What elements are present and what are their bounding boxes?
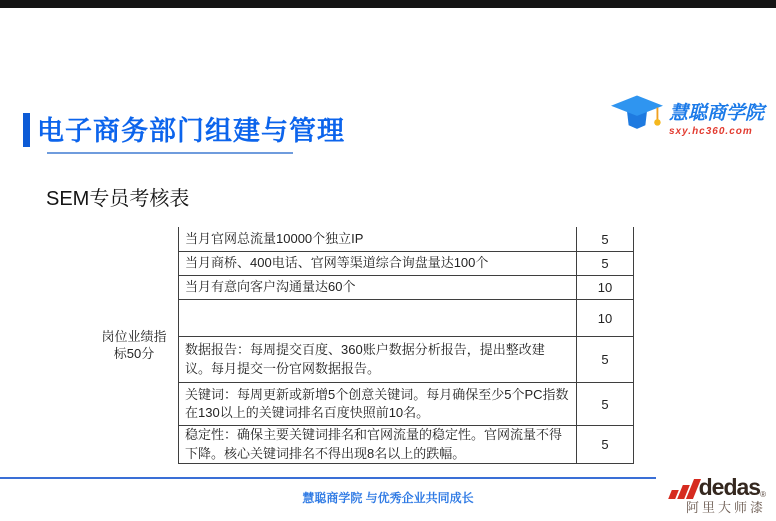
table-row [178,383,634,426]
adedas-chinese-name: 阿里大师漆 [685,500,766,515]
table-cell-desc [178,300,577,336]
table-cell-desc: 当月官网总流量10000个独立IP [178,227,577,251]
title-accent-bar [23,113,30,147]
adedas-wordmark: dedas [698,474,761,500]
table-cell-score: 5 [577,337,634,382]
table-grid [178,227,634,464]
section-title: SEM专员考核表 [46,188,190,210]
hc360-logo-url: sxy.hc360.com [668,126,753,137]
hc360-logo-name: 慧聪商学院 [668,103,764,124]
graduation-cap-icon [611,94,663,141]
table-row [178,227,634,252]
adedas-brand-logo [667,476,766,514]
table-cell-score: 5 [577,426,634,463]
page-title: 电子商务部门组建与管理 [37,116,345,146]
adedas-registered-mark: ® [760,490,766,499]
table-cell-desc: 数据报告：每周提交百度、360账户数据分析报告，提出整改建议。每月提交一份官网数据报告。 [178,337,577,382]
table-cell-score: 5 [577,252,634,275]
table-row [178,426,634,464]
hc360-logo [611,94,764,141]
table-cell-desc: 关键词：每周更新或新增5个创意关键词。每月确保至少5个PC指数在130以上的关键词排名百度快照前10名。 [178,383,577,425]
table-cell-score: 5 [577,227,634,251]
footer-slogan: 慧聪商学院 与优秀企业共同成长 [302,491,474,505]
title-underline [47,152,293,154]
table-row [178,337,634,383]
table-cell-desc: 当月商桥、400电话、官网等渠道综合询盘量达100个 [178,252,577,275]
assessment-table [90,227,634,464]
top-bar [0,0,776,8]
table-row [178,300,634,337]
adedas-a-mark-icon [667,479,697,499]
table-cell-score: 5 [577,383,634,425]
table-category-label: 岗位业绩指标50分 [101,329,167,361]
table-row [178,276,634,300]
table-category-cell [90,227,178,464]
table-cell-score: 10 [577,300,634,336]
table-cell-desc: 稳定性：确保主要关键词排名和官网流量的稳定性。官网流量不得下降。核心关键词排名不得出现8名以上的跌幅。 [178,426,577,463]
table-cell-desc: 当月有意向客户沟通量达60个 [178,276,577,299]
table-row [178,252,634,276]
footer-divider-line [0,477,656,479]
table-cell-score: 10 [577,276,634,299]
